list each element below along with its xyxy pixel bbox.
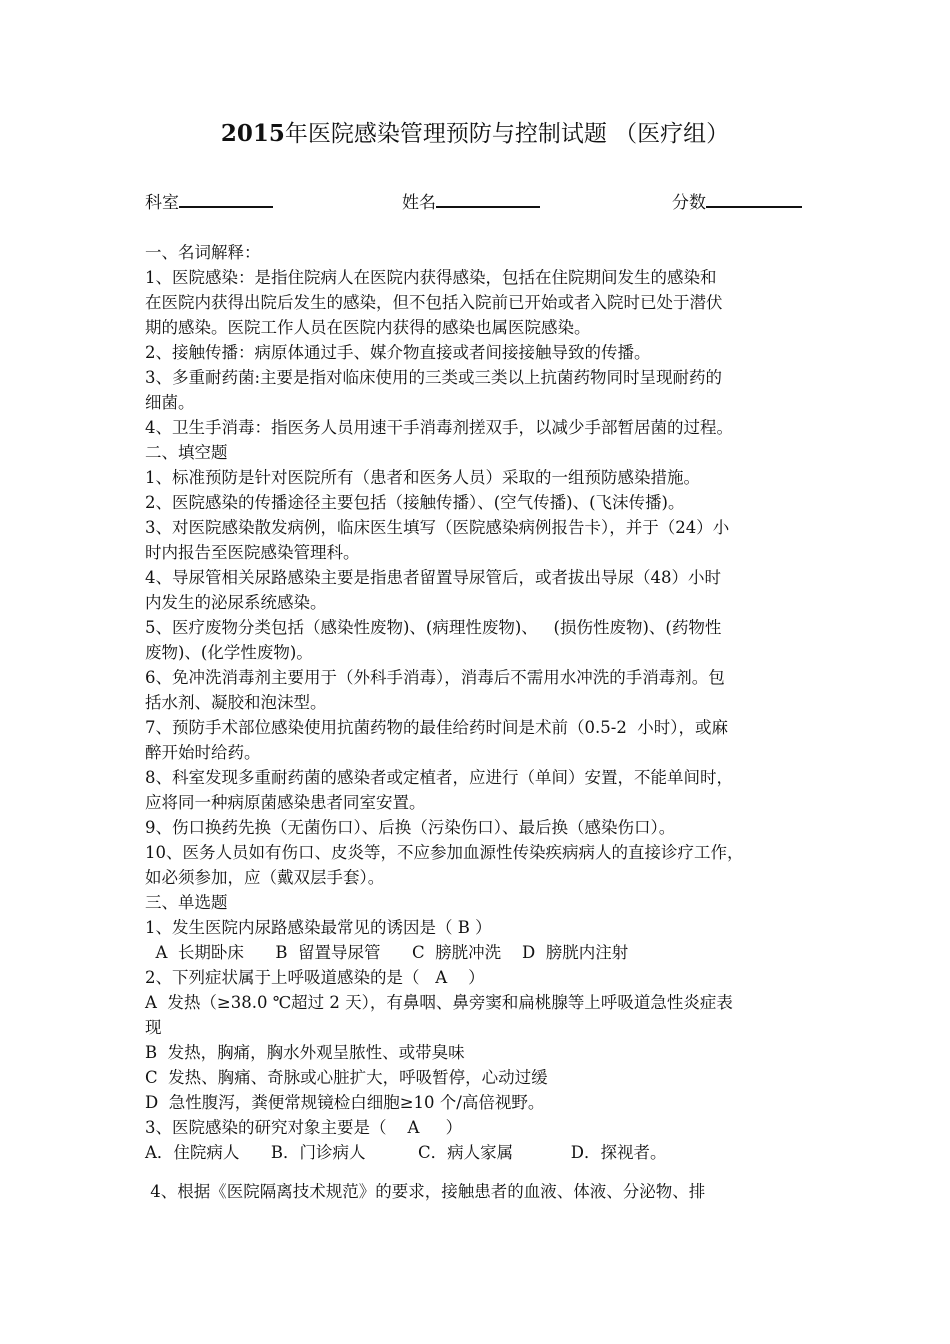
text-line: 3、多重耐药菌:主要是指对临床使用的三类或三类以上抗菌药物同时呈现耐药的: [145, 368, 723, 387]
text-line: 10、医务人员如有伤口、皮炎等，不应参加血源性传染疾病病人的直接诊疗工作，: [145, 843, 744, 862]
text-line: 括水剂、凝胶和泡沫型。: [145, 693, 327, 712]
text-line: 9、伤口换药先换（无菌伤口）、后换（污染伤口）、最后换（感染伤口）。: [145, 818, 676, 837]
section-heading: 三、单选题: [145, 893, 228, 912]
department-blank: [179, 188, 273, 208]
text-line: 6、免冲洗消毒剂主要用于（外科手消毒），消毒后不需用水冲洗的手消毒剂。包: [145, 668, 725, 687]
document-body: [145, 240, 810, 1204]
title-text: 年医院感染管理预防与控制试题 （医疗组）: [284, 121, 730, 147]
score-blank: [706, 188, 802, 208]
question-line: 2、下列症状属于上呼吸道感染的是（ A ）: [145, 968, 485, 987]
text-line: 应将同一种病原菌感染患者同室安置。: [145, 793, 426, 812]
text-line: 2、接触传播：病原体通过手、媒介物直接或者间接接触导致的传播。: [145, 343, 651, 362]
name-blank: [436, 188, 540, 208]
text-line: 如必须参加，应（戴双层手套）。: [145, 868, 385, 887]
option-line: 现: [145, 1018, 162, 1037]
question-line: 4、根据《医院隔离技术规范》的要求，接触患者的血液、体液、分泌物、排: [145, 1182, 706, 1201]
text-line: 时内报告至医院感染管理科。: [145, 543, 360, 562]
option-line: A．住院病人 B．门诊病人 C．病人家属 D．探视者。: [145, 1143, 667, 1162]
text-line: 7、预防手术部位感染使用抗菌药物的最佳给药时间是术前（0.5-2 小时），或麻: [145, 718, 729, 737]
department-field: [145, 188, 273, 214]
text-line: 8、科室发现多重耐药菌的感染者或定植者，应进行（单间）安置，不能单间时，: [145, 768, 733, 787]
page-title: [0, 118, 950, 150]
option-line: C 发热、胸痛、奇脉或心脏扩大，呼吸暂停，心动过缓: [145, 1068, 548, 1087]
name-field: [402, 188, 540, 214]
text-line: 在医院内获得出院后发生的感染，但不包括入院前已开始或者入院时已处于潜伏: [145, 293, 723, 312]
score-label: 分数: [672, 193, 706, 213]
text-line: 细菌。: [145, 393, 195, 412]
text-line: 内发生的泌尿系统感染。: [145, 593, 327, 612]
text-line: 4、导尿管相关尿路感染主要是指患者留置导尿管后，或者拔出导尿（48）小时: [145, 568, 721, 587]
text-line: 废物)、(化学性废物)。: [145, 643, 313, 662]
title-year: 2015: [220, 120, 285, 147]
text-line: 1、标准预防是针对医院所有（患者和医务人员）采取的一组预防感染措施。: [145, 468, 700, 487]
question-line: 1、发生医院内尿路感染最常见的诱因是（ B ）: [145, 918, 492, 937]
option-line: D 急性腹泻，粪便常规镜检白细胞≥10 个/高倍视野。: [145, 1093, 545, 1112]
question-line: 3、医院感染的研究对象主要是（ A ）: [145, 1118, 463, 1137]
score-field: [672, 188, 802, 214]
option-line: A 发热（≥38.0 ℃超过 2 天），有鼻咽、鼻旁窦和扁桃腺等上呼吸道急性炎症表: [145, 993, 733, 1012]
option-line: B 发热，胸痛，胸水外观呈脓性、或带臭味: [145, 1043, 465, 1062]
text-line: 2、医院感染的传播途径主要包括（接触传播）、(空气传播)、(飞沫传播)。: [145, 493, 685, 512]
name-label: 姓名: [402, 193, 436, 213]
text-line: 期的感染。医院工作人员在医院内获得的感染也属医院感染。: [145, 318, 591, 337]
text-line: 4、卫生手消毒：指医务人员用速干手消毒剂搓双手，以减少手部暂居菌的过程。: [145, 418, 733, 437]
section-heading: 二、填空题: [145, 443, 228, 462]
option-line: A 长期卧床 B 留置导尿管 C 膀胱冲洗 D 膀胱内注射: [145, 943, 629, 962]
text-line: 一、名词解释：: [145, 243, 261, 262]
text-line: 3、对医院感染散发病例，临床医生填写（医院感染病例报告卡），并于（24）小: [145, 518, 730, 537]
text-line: 1、医院感染：是指住院病人在医院内获得感染，包括在住院期间发生的感染和: [145, 268, 717, 287]
department-label: 科室: [145, 193, 179, 213]
text-line: 醉开始时给药。: [145, 743, 261, 762]
text-line: 5、医疗废物分类包括（感染性废物)、(病理性废物)、 (损伤性废物)、(药物性: [145, 618, 722, 637]
